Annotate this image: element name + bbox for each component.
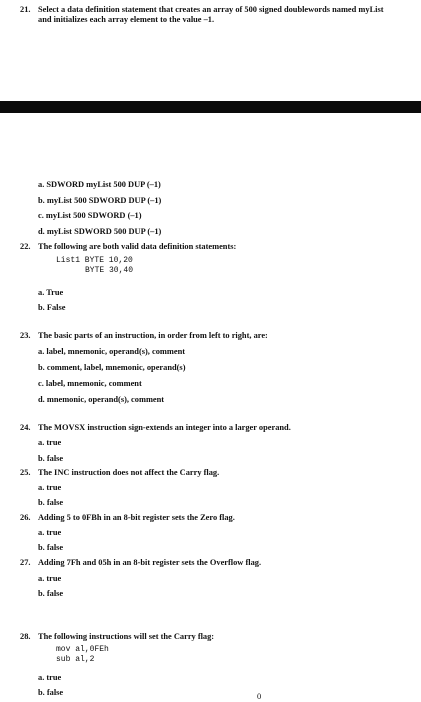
- q28-code-line2: sub al,2: [56, 655, 95, 664]
- q27-text: Adding 7Fh and 05h in an 8-bit register sets the Overflow flag.: [38, 558, 262, 567]
- q27-option-a: a. true: [38, 574, 62, 583]
- q27-option-b: b. false: [38, 589, 64, 598]
- q27-number: 27.: [20, 558, 31, 567]
- q25-number: 25.: [20, 468, 31, 477]
- q21-option-b: b. myList 500 SDWORD DUP (–1): [38, 196, 162, 205]
- q23-number: 23.: [20, 331, 31, 340]
- q28-code-line1: mov al,0FEh: [56, 645, 109, 654]
- q22-option-a: a. True: [38, 288, 64, 297]
- q21-option-c: c. myList 500 SDWORD (–1): [38, 211, 142, 220]
- q24-text: The MOVSX instruction sign-extends an integer into a larger operand.: [38, 423, 291, 432]
- q22-code-line2: BYTE 30,40: [85, 266, 134, 275]
- q22-code-line1: List1 BYTE 10,20: [56, 256, 133, 265]
- q21-number: 21.: [20, 5, 31, 14]
- q22-option-b: b. False: [38, 303, 66, 312]
- q23-text: The basic parts of an instruction, in order from left to right, are:: [38, 331, 268, 340]
- q21-option-a: a. SDWORD myList 500 DUP (–1): [38, 180, 161, 189]
- q23-option-a: a. label, mnemonic, operand(s), comment: [38, 347, 186, 356]
- q26-option-b: b. false: [38, 543, 64, 552]
- q25-option-a: a. true: [38, 483, 62, 492]
- q28-number: 28.: [20, 632, 31, 641]
- q21-option-d: d. myList SDWORD 500 DUP (–1): [38, 227, 162, 236]
- q22-text: The following are both valid data definition statements:: [38, 242, 237, 251]
- q28-option-a: a. true: [38, 673, 62, 682]
- q26-option-a: a. true: [38, 528, 62, 537]
- q25-text: The INC instruction does not affect the Carry flag.: [38, 468, 220, 477]
- page-number: 0: [257, 692, 262, 701]
- q24-option-b: b. false: [38, 454, 64, 463]
- q24-number: 24.: [20, 423, 31, 432]
- q28-option-b: b. false: [38, 688, 64, 697]
- q26-text: Adding 5 to 0FBh in an 8-bit register sets the Zero flag.: [38, 513, 235, 522]
- q23-option-b: b. comment, label, mnemonic, operand(s): [38, 363, 186, 372]
- q23-option-d: d. mnemonic, operand(s), comment: [38, 395, 165, 404]
- q21-text-line2: and initializes each array element to the value –1.: [38, 15, 215, 24]
- q23-option-c: c. label, mnemonic, comment: [38, 379, 142, 388]
- q22-number: 22.: [20, 242, 31, 251]
- q28-text: The following instructions will set the Carry flag:: [38, 632, 215, 641]
- q25-option-b: b. false: [38, 498, 64, 507]
- q26-number: 26.: [20, 513, 31, 522]
- q21-text-line1: Select a data definition statement that creates an array of 500 signed doublewords named myList: [38, 5, 384, 14]
- q24-option-a: a. true: [38, 438, 62, 447]
- redaction-bar: [0, 101, 421, 113]
